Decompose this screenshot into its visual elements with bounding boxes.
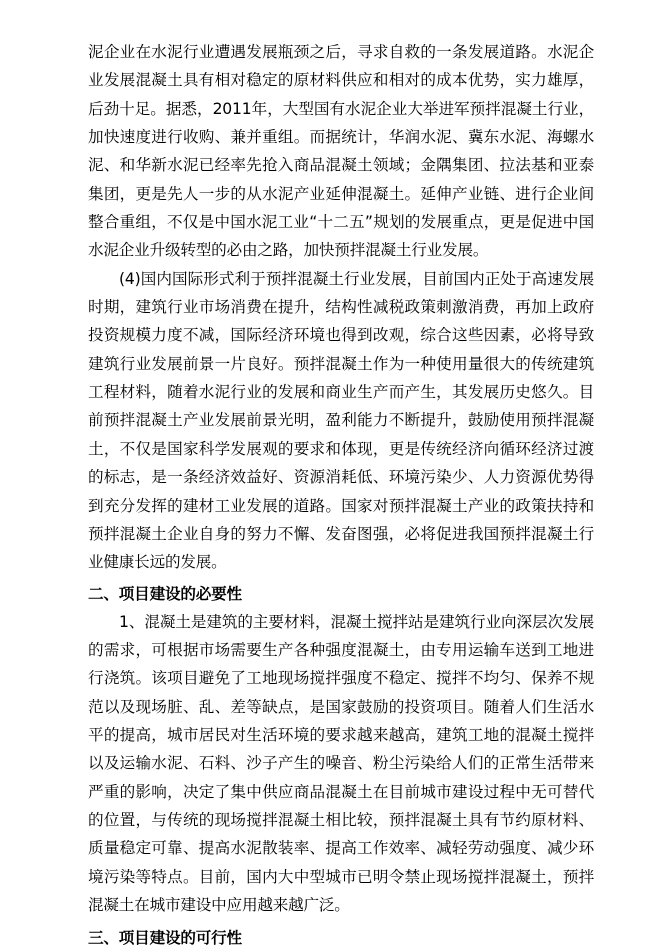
paragraph-cement-industry: 泥企业在水泥行业遭遇发展瓶颈之后，寻求自救的一条发展道路。水泥企业发展混凝土具有相对稳定的原材料供应和相对的成本优势，实力雄厚，后劲十足。据悉，2011年，大型国有水泥企业大举进军预拌混凝土行业，加快速度进行收购、兼并重组。而据统计，华润水泥、冀东水泥、海螺水泥、和华新水泥已经率先抢入商品混凝土领域；金隅集团、拉法基和亚泰集团，更是先人一步的从水泥产业延伸混凝土。延伸产业链、进行企业间整合重组，不仅是中国水泥工业“十二五”规划的发展重点，更是促进中国水泥企业升级转型的必由之路，加快预拌混凝土行业发展。 bbox=[88, 43, 594, 260]
section-heading-necessity: 二、项目建设的必要性 bbox=[88, 584, 242, 603]
paragraph-necessity: 1、混凝土是建筑的主要材料，混凝土搅拌站是建筑行业向深层次发展的需求，可根据市场需要生产各种强度混凝土，由专用运输车送到工地进行浇筑。该项目避免了工地现场搅拌强度不稳定、搅拌不均匀、保养不规范以及现场脏、乱、差等缺点，是国家鼓励的投资项目。随着人们生活水平的提高，城市居民对生活环境的要求越来越高，建筑工地的混凝土搅拌以及运输水泥、石料、沙子产生的噪音、粉尘污染给人们的正常生活带来严重的影响，决定了集中供应商品混凝土在目前城市建设过程中无可替代的位置，与传统的现场搅拌混凝土相比较，预拌混凝土具有节约原材料、质量稳定可靠、提高水泥散装率、提高工作效率、减轻劳动强度、减少环境污染等特点。目前，国内大中型城市已明令禁止现场搅拌混凝土，预拌混凝土在城市建设中应用越来越广泛。 bbox=[88, 612, 594, 914]
document-page bbox=[88, 38, 594, 952]
paragraph-market-outlook: (4)国内国际形式利于预拌混凝土行业发展，目前国内正处于高速发展时期，建筑行业市场消费在提升，结构性减税政策刺激消费，再加上政府投资规模力度不减，国际经济环境也得到改观，综合这些因素，必将导致建筑行业发展前景一片良好。预拌混凝土作为一种使用量很大的传统建筑工程材料，随着水泥行业的发展和商业生产而产生，其发展历史悠久。目前预拌混凝土产业发展前景光明，盈利能力不断提升，鼓励使用预拌混凝土，不仅是国家科学发展观的要求和体现，更是传统经济向循环经济过渡的标志，是一条经济效益好、资源消耗低、环境污染少、人力资源优势得到充分发挥的建材工业发展的道路。国家对预拌混凝土产业的政策扶持和预拌混凝土企业自身的努力不懈、发奋图强，必将促进我国预拌混凝土行业健康长远的发展。 bbox=[88, 269, 594, 572]
section-heading-feasibility: 三、项目建设的可行性 bbox=[88, 929, 242, 948]
